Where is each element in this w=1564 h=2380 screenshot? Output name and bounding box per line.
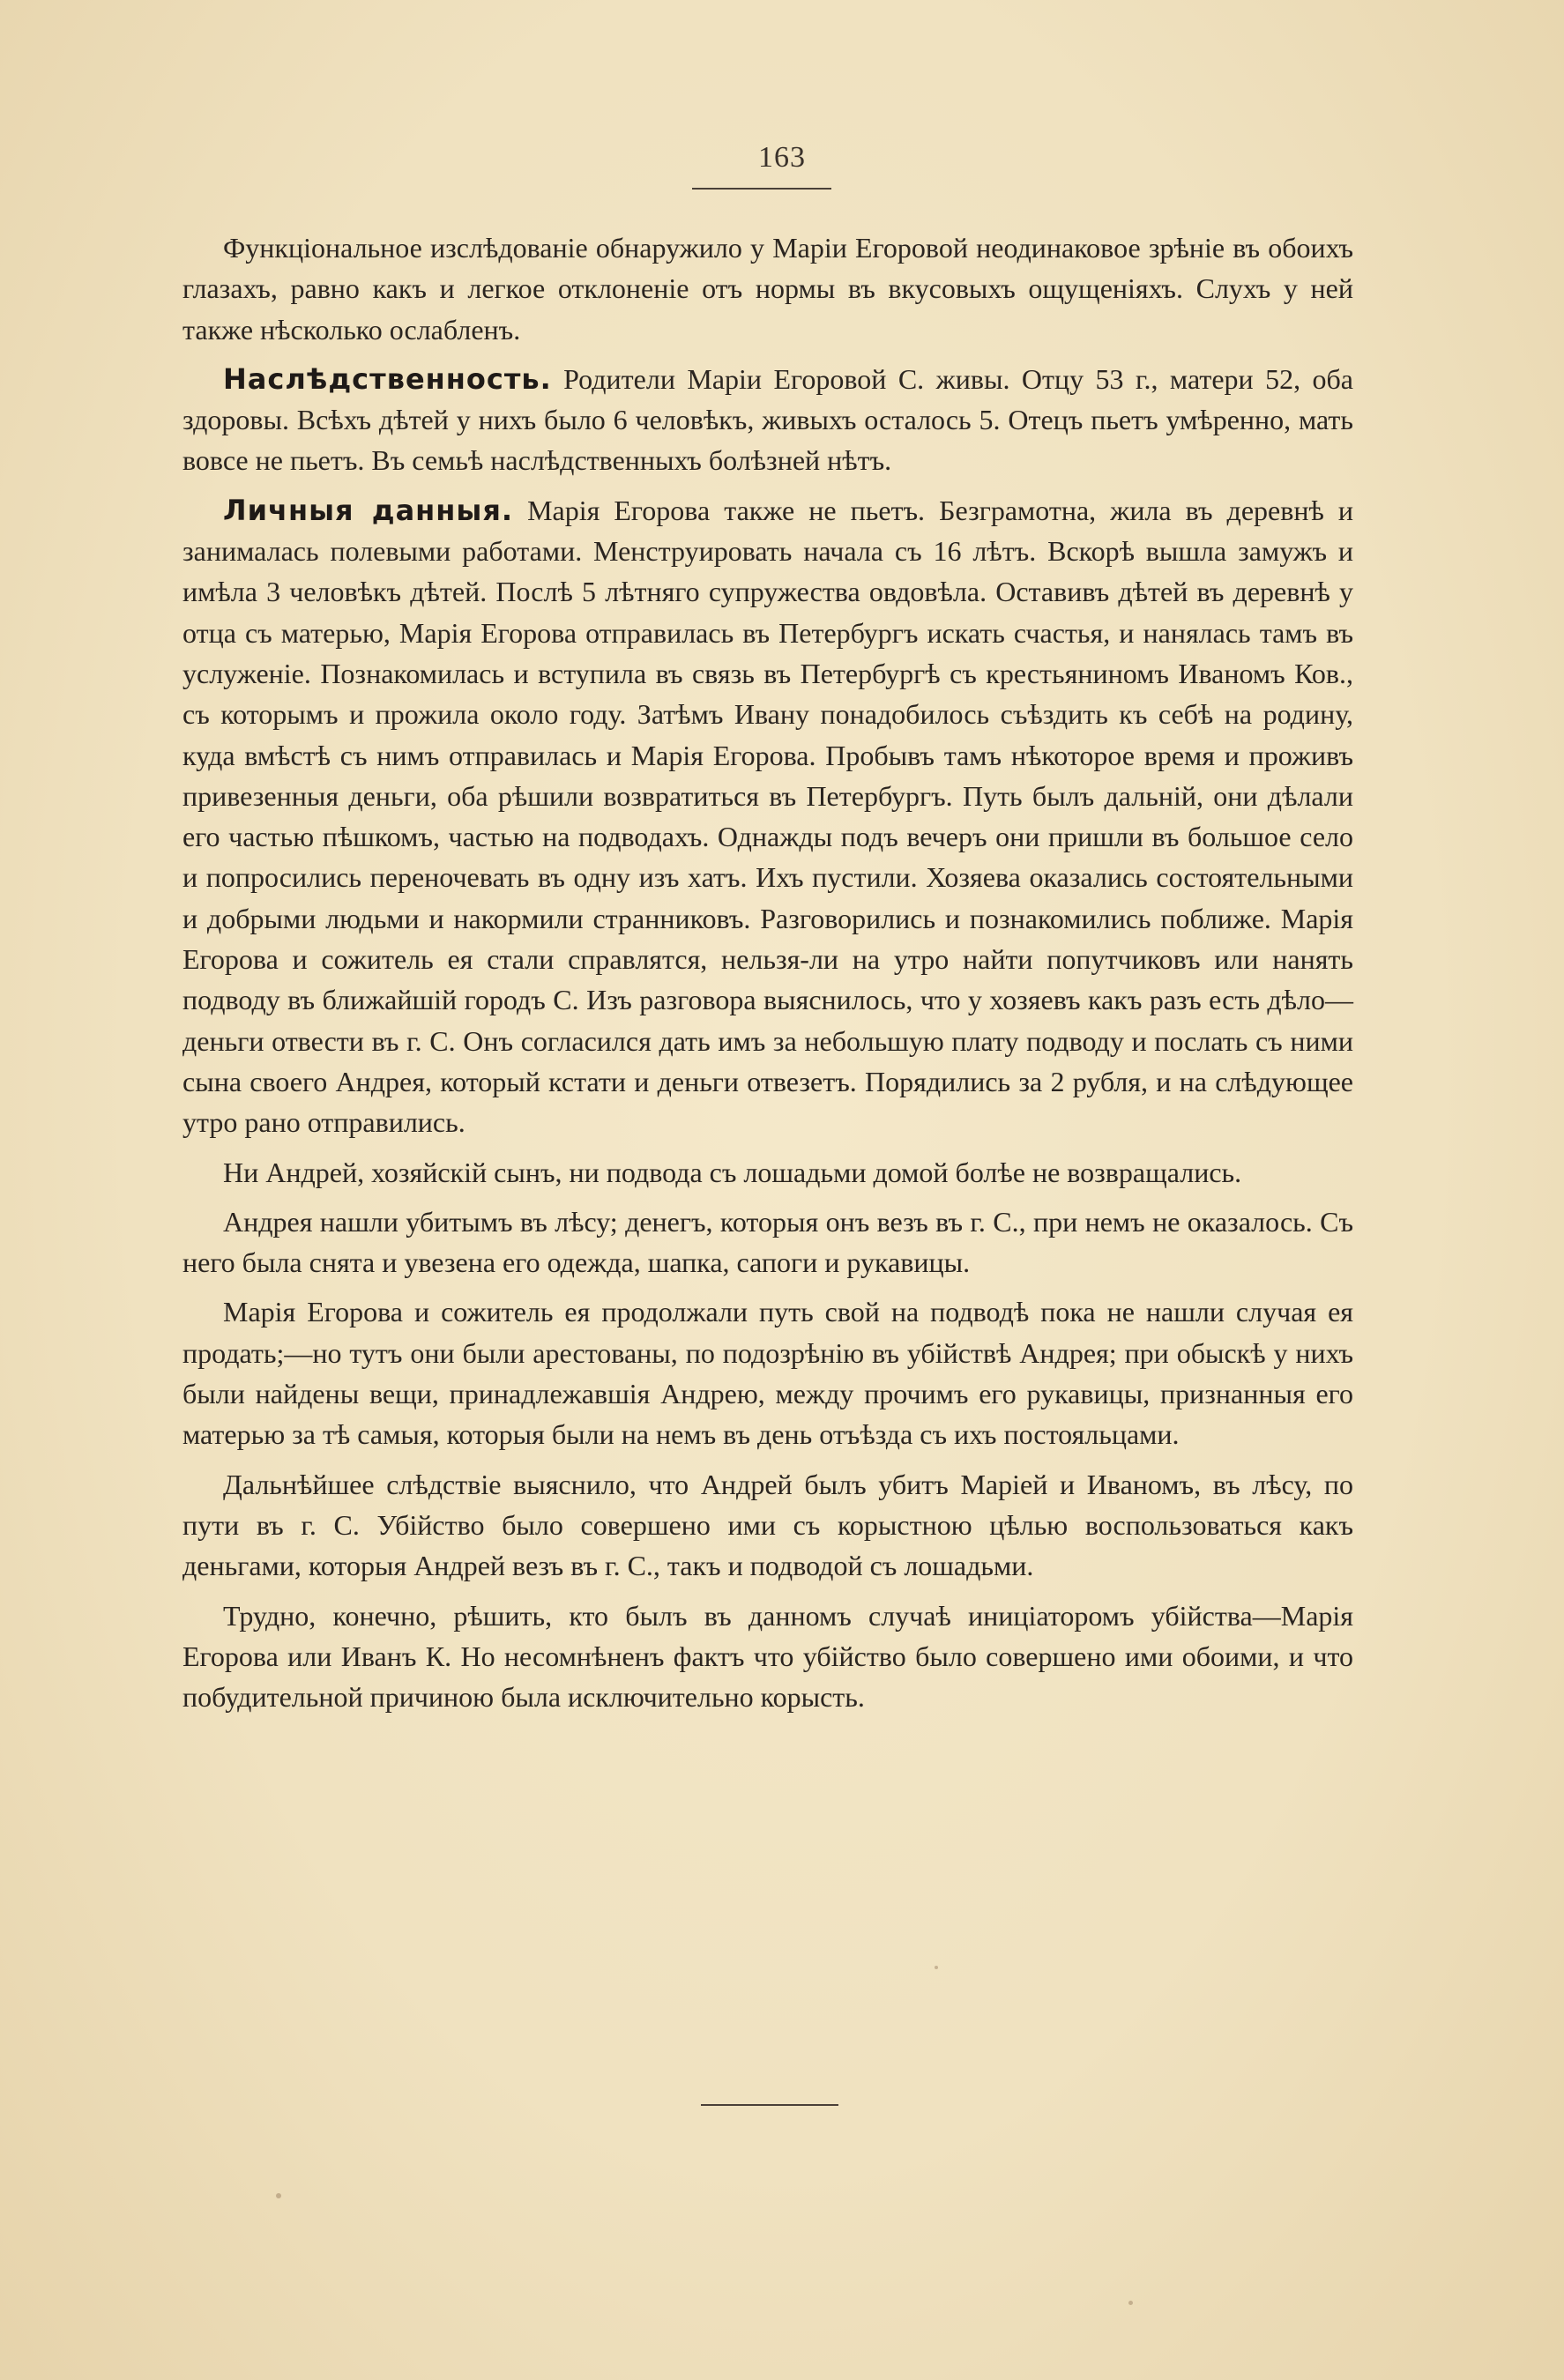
paragraph-arrest (182, 1291, 1353, 1454)
paragraph-personal-data (182, 490, 1353, 1143)
paragraph-text: Родители Маріи Егоровой С. живы. Отцу 53 г., матери 52, оба здоровы. Всѣхъ дѣтей у нихъ было 6 человѣкъ, живыхъ осталось 5. Отецъ пьетъ умѣренно, мать вовсе не пьетъ. Въ семьѣ наслѣдственныхъ болѣзней нѣтъ. (182, 362, 1353, 477)
page-number: 163 (758, 141, 806, 174)
body-text (182, 227, 1353, 1717)
paragraph-functional-exam (182, 227, 1353, 350)
paragraph-text: Дальнѣйшее слѣдствіе выяснило, что Андрей былъ убитъ Маріей и Иваномъ, въ лѣсу, по пути въ г. С. Убійство было совершено ими съ корыстною цѣлью воспользоваться какъ деньгами, которыя Андрей везъ въ г. С., такъ и подводой съ лошадьми. (182, 1468, 1353, 1582)
paragraph-investigation (182, 1464, 1353, 1587)
paragraph-found-killed (182, 1201, 1353, 1283)
end-rule (701, 2104, 838, 2106)
paper-speck (935, 1966, 938, 1969)
paragraph-conclusion (182, 1595, 1353, 1718)
section-heading-heredity: Наслѣдственность. (223, 361, 552, 396)
section-heading-personal-data: Личныя данныя. (223, 493, 514, 527)
paper-speck (1128, 2301, 1133, 2305)
paragraph-text: Марія Егорова и сожитель ея продолжали путь свой на подводѣ пока не нашли случая ея продать;—но тутъ они были арестованы, по подозрѣнію въ убійствѣ Андрея; при обыскѣ у нихъ были найдены вещи, принадлежавшія Андрею, между прочимъ его рукавицы, признанныя его матерью за тѣ самыя, которыя были на немъ въ день отъѣзда съ ихъ постояльцами. (182, 1296, 1353, 1451)
paragraph-text: Функціональное изслѣдованіе обнаружило у Маріи Егоровой неодинаковое зрѣніе въ обоихъ глазахъ, равно какъ и легкое отклоненіе отъ нормы въ вкусовыхъ ощущеніяхъ. Слухъ у ней также нѣсколько ослабленъ. (182, 232, 1353, 346)
paragraph-text: Андрея нашли убитымъ въ лѣсу; денегъ, которыя онъ везъ въ г. С., при немъ не оказалось. Съ него была снята и увезена его одежда, шапка, сапоги и рукавицы. (182, 1205, 1353, 1279)
header-rule (692, 188, 831, 190)
paragraph-text: Марія Егорова также не пьетъ. Безграмотна, жила въ деревнѣ и занималась полевыми работами. Менструировать начала съ 16 лѣтъ. Вскорѣ вышла замужъ и имѣла 3 человѣкъ дѣтей. Послѣ 5 лѣтняго супружества овдовѣла. Оставивъ дѣтей въ деревнѣ у отца съ матерью, Марія Егорова отправилась въ Петербургъ искать счастья, и нанялась тамъ въ услуженіе. Познакомилась и вступила въ связь въ Петербургѣ съ крестьяниномъ Иваномъ Ков., съ которымъ и прожила около году. Затѣмъ Ивану понадобилось съѣздить къ себѣ на родину, куда вмѣстѣ съ нимъ отправилась и Марія Егорова. Пробывъ тамъ нѣкоторое время и проживъ привезенныя деньги, оба рѣшили возвратиться въ Петербургъ. Путь былъ дальній, они дѣлали его частью пѣшкомъ, частью на подводахъ. Однажды подъ вечеръ они пришли въ большое село и попросились переночевать въ одну изъ хатъ. Ихъ пустили. Хозяева оказались состоятельными и добрыми людьми и накормили странниковъ. Разговорились и познакомились поближе. Марія Егорова и сожитель ея стали справлятся, нельзя-ли на утро найти попутчиковъ или нанять подводу въ ближайшій городъ С. Изъ разговора выяснилось, что у хозяевъ какъ разъ есть дѣло—деньги отвести въ г. С. Онъ согласился дать имъ за небольшую плату подводу и послать съ ними сына своего Андрея, который кстати и деньги отвезетъ. Порядились за 2 рубля, и на слѣдующее утро рано отправились. (182, 494, 1354, 1139)
paragraph-text: Ни Андрей, хозяйскій сынъ, ни подвода съ лошадьми домой болѣе не возвращались. (223, 1156, 1242, 1188)
paragraph-text: Трудно, конечно, рѣшить, кто былъ въ данномъ случаѣ иниціаторомъ убійства—Марія Егорова или Иванъ К. Но несомнѣненъ фактъ что убійство было совершено ими обоими, и что побудительной причиною была исключительно корысть. (182, 1599, 1353, 1714)
paragraph-not-returned (182, 1152, 1353, 1193)
paper-speck (276, 2193, 281, 2198)
paragraph-heredity (182, 359, 1353, 481)
